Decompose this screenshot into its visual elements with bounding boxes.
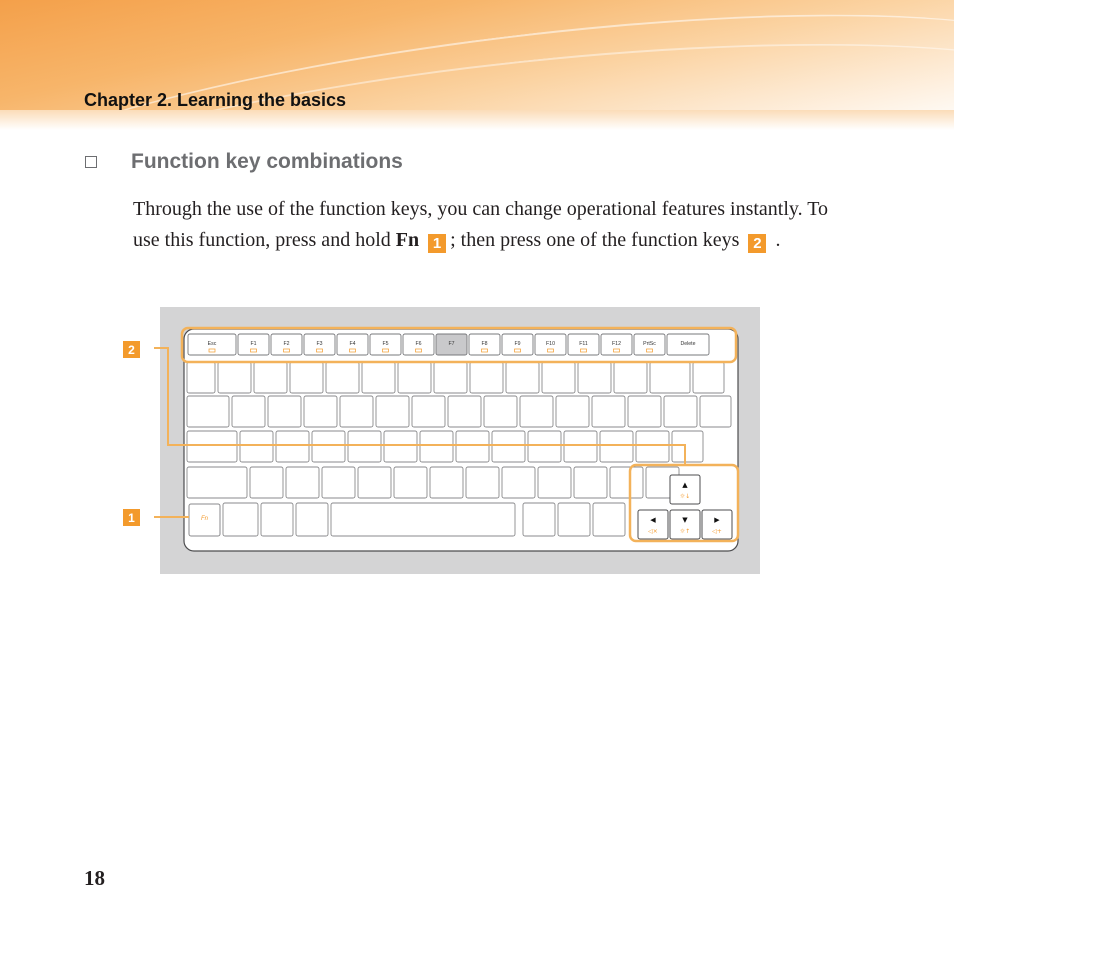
arrow-left-icon: ◀ [650, 516, 656, 524]
keyboard-key [412, 396, 445, 427]
function-key [304, 334, 335, 355]
keyboard-key [261, 503, 293, 536]
keyboard-key [600, 431, 633, 462]
keyboard-key [218, 362, 251, 393]
function-key [337, 334, 368, 355]
function-key [271, 334, 302, 355]
function-key-label: F4 [349, 341, 356, 347]
fn-bold-text: Fn [395, 229, 420, 251]
arrow-right-icon: ▶ [714, 516, 720, 524]
keyboard-figure [128, 307, 760, 574]
keyboard-key [578, 362, 611, 393]
function-key-label: Delete [680, 341, 696, 347]
keyboard-key [240, 431, 273, 462]
keyboard-key [187, 467, 247, 498]
arrow-down-fn-icon: ☼↑ [679, 528, 691, 535]
function-key [238, 334, 269, 355]
function-key-label: F12 [612, 341, 621, 347]
keyboard-key [693, 362, 724, 393]
function-key-label: F7 [448, 341, 455, 347]
function-key-label: F10 [546, 341, 555, 347]
arrow-up-fn-icon: ☼↓ [679, 493, 691, 500]
keyboard-key [502, 467, 535, 498]
keyboard-key [628, 396, 661, 427]
keyboard-key [358, 467, 391, 498]
arrow-key-down [670, 510, 700, 539]
keyboard-key [574, 467, 607, 498]
keyboard-key [456, 431, 489, 462]
function-key-label: Esc [207, 341, 217, 347]
body-paragraph [133, 194, 853, 256]
function-key [601, 334, 632, 355]
callout-badge-1-label: 1 [128, 511, 135, 525]
fn-key-label: Fn [201, 516, 209, 522]
function-key [188, 334, 236, 355]
function-key [634, 334, 665, 355]
function-key-label: PrtSc [643, 341, 656, 347]
arrow-key-left [638, 510, 668, 539]
keyboard-key [636, 431, 669, 462]
keyboard-key [398, 362, 431, 393]
keyboard-key [362, 362, 395, 393]
callout-badge-2: 2 [748, 234, 766, 253]
keyboard-key [250, 467, 283, 498]
function-key-label: F11 [579, 341, 588, 347]
keyboard-key [331, 503, 515, 536]
keyboard-key [614, 362, 647, 393]
keyboard-key [312, 431, 345, 462]
section-heading-text: Function key combinations [131, 150, 403, 173]
arrow-left-fn-icon: ◁× [648, 528, 658, 535]
keyboard-key [187, 431, 237, 462]
chapter-title: Chapter 2. Learning the basics [84, 90, 347, 110]
keyboard-key [232, 396, 265, 427]
function-key-label: F5 [382, 341, 389, 347]
function-key [535, 334, 566, 355]
keyboard-key [592, 396, 625, 427]
square-bullet-icon [85, 156, 97, 168]
keyboard-key [187, 396, 229, 427]
keyboard-key [276, 431, 309, 462]
keyboard-key [650, 362, 690, 393]
paragraph-text: ; then press one of the function keys [450, 229, 740, 251]
keyboard-key [492, 431, 525, 462]
keyboard-key [384, 431, 417, 462]
keyboard-key [376, 396, 409, 427]
function-key [568, 334, 599, 355]
function-key [403, 334, 434, 355]
function-key-row [188, 334, 709, 355]
header-fade [0, 110, 954, 130]
keyboard-key [470, 362, 503, 393]
paragraph-text: . [775, 229, 781, 251]
keyboard-key [448, 396, 481, 427]
arrow-key-right [702, 510, 732, 539]
keyboard-key [700, 396, 731, 427]
function-key [436, 334, 467, 355]
page-number: 18 [84, 866, 105, 890]
keyboard-key [558, 503, 590, 536]
function-key [370, 334, 401, 355]
keyboard-key [664, 396, 697, 427]
function-key-label: F9 [514, 341, 521, 347]
function-key-label: F8 [481, 341, 488, 347]
keyboard-key [564, 431, 597, 462]
keyboard-key [187, 362, 215, 393]
section-heading [85, 150, 403, 174]
keyboard-key [610, 467, 643, 498]
keyboard-key [556, 396, 589, 427]
keyboard-key [523, 503, 555, 536]
arrow-right-fn-icon: ◁+ [712, 528, 722, 535]
keyboard-key [484, 396, 517, 427]
keyboard-key [466, 467, 499, 498]
function-key [502, 334, 533, 355]
keyboard-key [430, 467, 463, 498]
keyboard-key [326, 362, 359, 393]
function-key [469, 334, 500, 355]
keyboard-key [348, 431, 381, 462]
function-key [667, 334, 709, 355]
keyboard-key [290, 362, 323, 393]
function-key-label: F1 [250, 341, 257, 347]
keyboard-key [223, 503, 258, 536]
arrow-key-up [670, 475, 700, 504]
keyboard-key [593, 503, 625, 536]
keyboard-diagram [128, 307, 760, 574]
function-key-label: F3 [316, 341, 323, 347]
arrow-up-icon: ▲ [682, 481, 688, 489]
function-key-label: F2 [283, 341, 290, 347]
keyboard-key [542, 362, 575, 393]
keyboard-key [538, 467, 571, 498]
paragraph-text: Through the use of the function keys, you can change operational features instantly. To use this function, press and hold [133, 198, 829, 251]
keyboard-key [286, 467, 319, 498]
callout-badge-1: 1 [428, 234, 446, 253]
keyboard-key [296, 503, 328, 536]
keyboard-key [322, 467, 355, 498]
keyboard-key [340, 396, 373, 427]
arrow-down-icon: ▼ [682, 516, 688, 524]
keyboard-key [254, 362, 287, 393]
keyboard-key [434, 362, 467, 393]
keyboard-key [528, 431, 561, 462]
function-key-label: F6 [415, 341, 422, 347]
keyboard-key [420, 431, 453, 462]
callout-badge-2-label: 2 [128, 343, 135, 357]
keyboard-key [506, 362, 539, 393]
keyboard-key [672, 431, 703, 462]
keyboard-key [394, 467, 427, 498]
keyboard-key [268, 396, 301, 427]
keyboard-key [520, 396, 553, 427]
keyboard-key [304, 396, 337, 427]
